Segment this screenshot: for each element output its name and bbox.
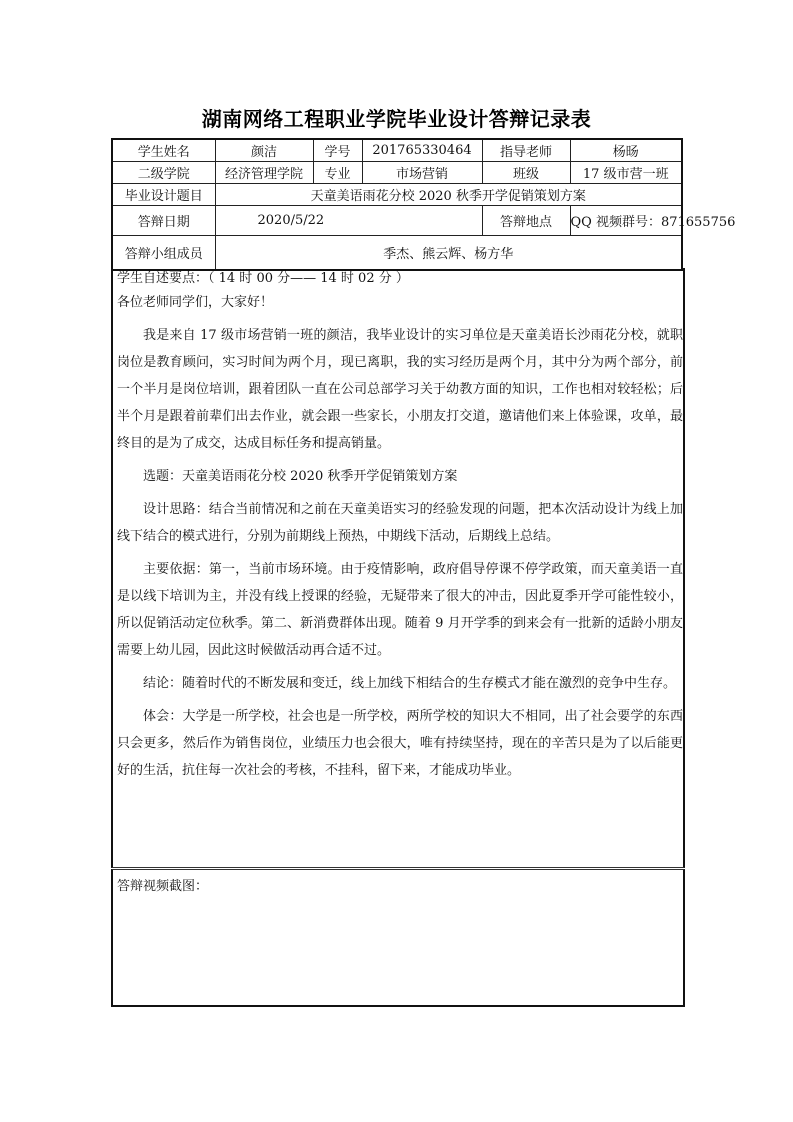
statement-paragraph: 我是来自 17 级市场营销一班的颜洁，我毕业设计的实习单位是天童美语长沙雨花分校，就职岗位是教育顾问，实习时间为两个月，现已离职，我的实习经历是两个月，其中分为两个部分，前一个半月是岗位培训，跟着团队一直在公司总部学习关于幼教方面的知识，工作也相对较轻松；后半个月是跟着前辈们出去作业，就会跟一些家长，小朋友打交道，邀请他们来上体验课，攻单，最终目的是为了成交，达成目标任务和提高销量。 [117, 328, 683, 451]
video-screenshot-label: 答辩视频截图： [117, 879, 209, 894]
statement-greeting: 各位老师同学们，大家好！ [117, 295, 274, 310]
major-label: 专业 [313, 162, 362, 184]
advisor-value: 杨旸 [570, 139, 682, 162]
topic-label: 毕业设计题目 [112, 184, 215, 206]
location-value: QQ 视频群号：871655756 [570, 206, 682, 236]
statement-paragraph: 体会：大学是一所学校，社会也是一所学校，两所学校的知识大不相同，出了社会要学的东西只会更多，然后作为销售岗位，业绩压力也会很大，唯有持续坚持，现在的辛苦只是为了以后能更好的生活，抗住每一次社会的考核，不挂科，留下来，才能成功毕业。 [117, 709, 683, 778]
statement-paragraph: 选题：天童美语雨花分校 2020 秋季开学促销策划方案 [143, 469, 458, 484]
college-label: 二级学院 [112, 162, 215, 184]
student-id-value: 201765330464 [362, 139, 482, 162]
advisor-label: 指导老师 [482, 139, 570, 162]
statement-paragraph: 结论：随着时代的不断发展和变迁，线上加线下相结合的生存模式才能在激烈的竞争中生存。 [143, 676, 677, 691]
table-row [112, 206, 682, 236]
panel-value: 季杰、熊云辉、杨方华 [215, 236, 682, 271]
major-value: 市场营销 [362, 162, 482, 184]
topic-value: 天童美语雨花分校 2020 秋季开学促销策划方案 [215, 184, 682, 206]
table-row [112, 184, 682, 206]
date-label: 答辩日期 [112, 206, 215, 236]
class-label: 班级 [482, 162, 570, 184]
table-row [112, 236, 682, 271]
student-id-label: 学号 [313, 139, 362, 162]
statement-section [111, 268, 685, 868]
video-screenshot-section [111, 869, 685, 1007]
class-value: 17 级市营一班 [570, 162, 682, 184]
student-name-value: 颜洁 [215, 139, 313, 162]
statement-paragraph: 设计思路：结合当前情况和之前在天童美语实习的经验发现的问题，把本次活动设计为线上加线下结合的模式进行，分别为前期线上预热，中期线下活动，后期线上总结。 [117, 502, 683, 544]
info-table [111, 138, 736, 271]
college-value: 经济管理学院 [215, 162, 313, 184]
table-row [112, 139, 682, 162]
document-title: 湖南网络工程职业学院毕业设计答辩记录表 [201, 107, 592, 131]
student-name-label: 学生姓名 [112, 139, 215, 162]
statement-header: 学生自述要点：（ 14 时 00 分—— 14 时 02 分 ） [117, 271, 409, 286]
location-label: 答辩地点 [482, 206, 570, 236]
date-value: 2020/5/22 [215, 206, 482, 236]
table-row [112, 162, 682, 184]
statement-paragraph: 主要依据：第一，当前市场环境。由于疫情影响，政府倡导停课不停学政策，而天童美语一直是以线下培训为主，并没有线上授课的经验，无疑带来了很大的冲击，因此夏季开学可能性较小，所以促销活动定位秋季。第二、新消费群体出现。随着 9 月开学季的到来会有一批新的适龄小朋友需要上幼儿园，因此这时候做活动再合适不过。 [117, 562, 683, 658]
panel-label: 答辩小组成员 [112, 236, 215, 271]
